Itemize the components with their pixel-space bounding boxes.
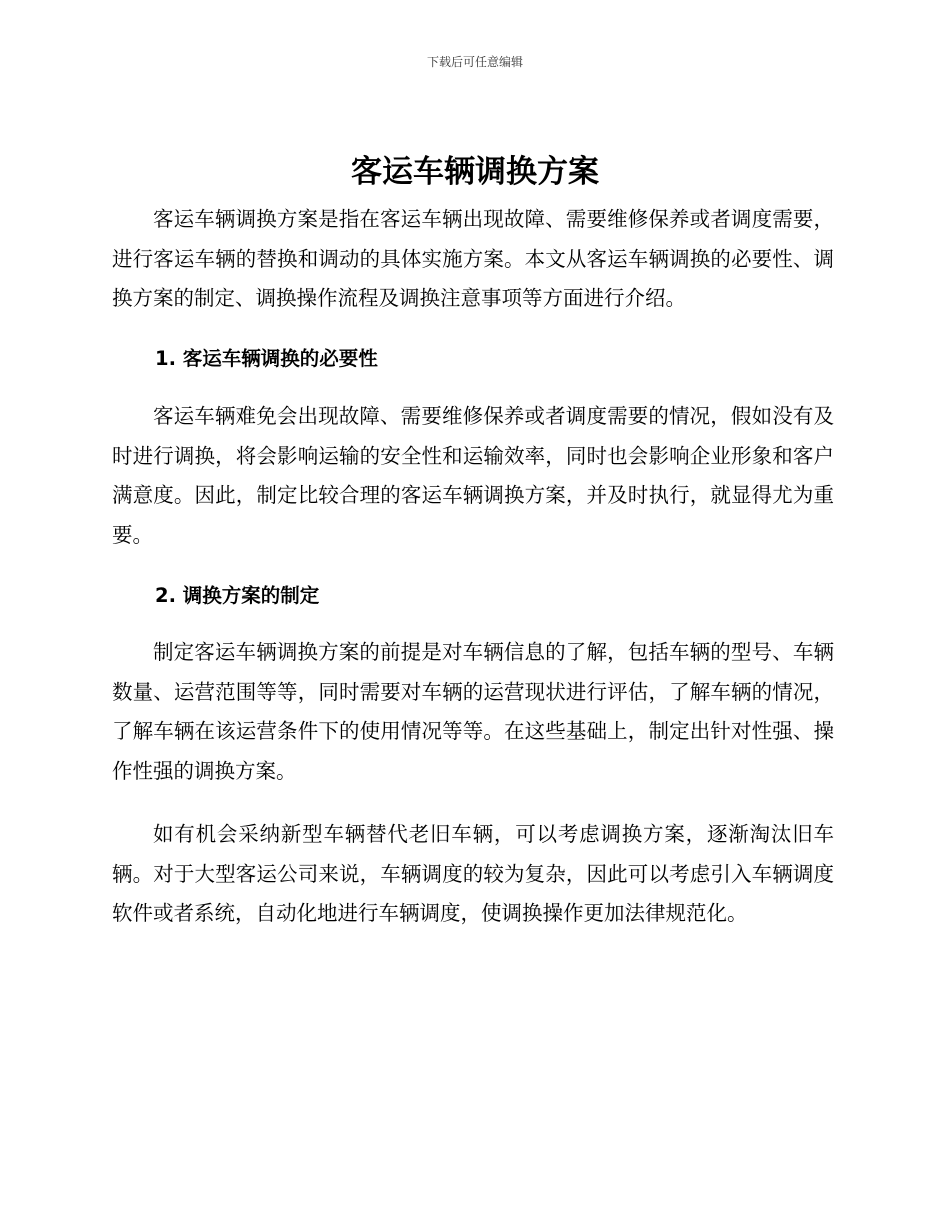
- section-heading-plan: 2. 调换方案的制定: [155, 584, 320, 607]
- document-title: 客运车辆调换方案: [351, 154, 599, 190]
- section-paragraph-plan-1: 制定客运车辆调换方案的前提是对车辆信息的了解，包括车辆的型号、车辆数量、运营范围等等，同时需要对车辆的运营现状进行评估，了解车辆的情况，了解车辆在该运营条件下的使用情况等等。在这些基础上，制定出针对性强、操作性强的调换方案。: [112, 640, 834, 783]
- section-paragraph-plan-2: 如有机会采纳新型车辆替代老旧车辆，可以考虑调换方案，逐渐淘汰旧车辆。对于大型客运公司来说，车辆调度的较为复杂，因此可以考虑引入车辆调度软件或者系统，自动化地进行车辆调度，使调换操作更加法律规范化。: [112, 822, 834, 925]
- section-heading-necessity: 1. 客运车辆调换的必要性: [155, 347, 378, 370]
- intro-paragraph: 客运车辆调换方案是指在客运车辆出现故障、需要维修保养或者调度需要，进行客运车辆的替换和调动的具体实施方案。本文从客运车辆调换的必要性、调换方案的制定、调换操作流程及调换注意事项等方面进行介绍。: [112, 207, 834, 310]
- page-header-note: 下载后可任意编辑: [426, 55, 523, 69]
- section-paragraph-necessity: 客运车辆难免会出现故障、需要维修保养或者调度需要的情况，假如没有及时进行调换，将会影响运输的安全性和运输效率，同时也会影响企业形象和客户满意度。因此，制定比较合理的客运车辆调换方案，并及时执行，就显得尤为重要。: [112, 404, 834, 547]
